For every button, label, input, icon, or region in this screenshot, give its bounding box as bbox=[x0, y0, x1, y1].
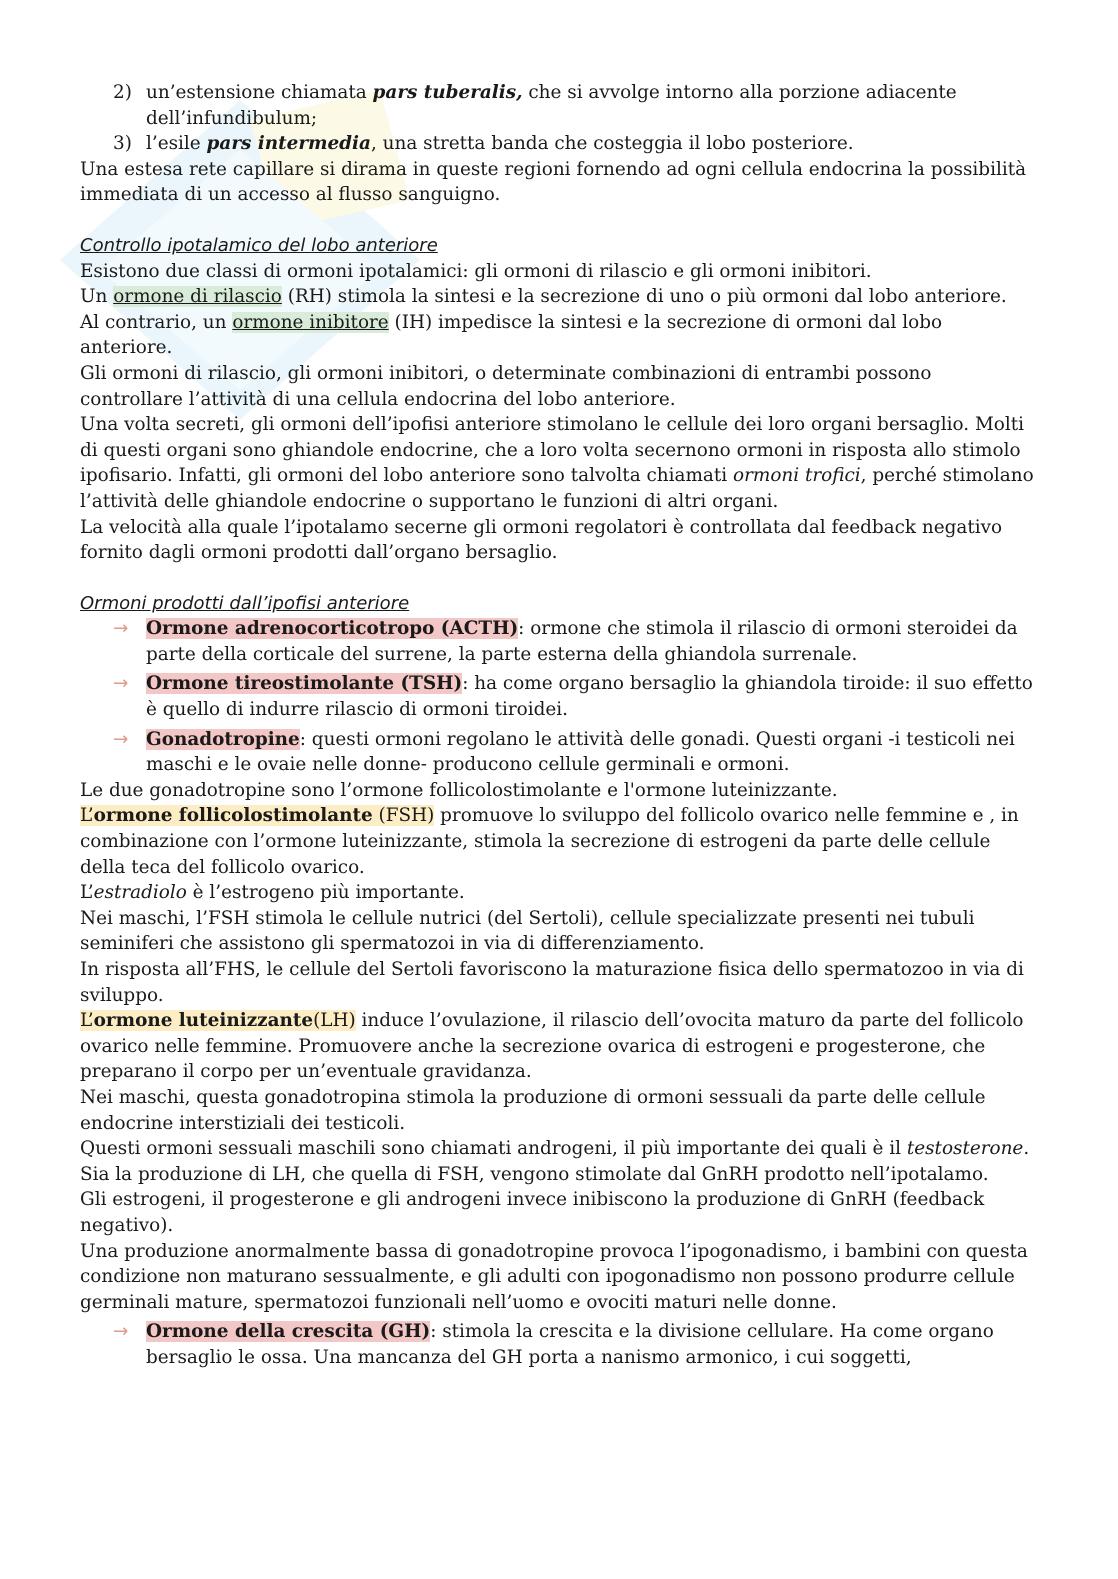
bullet-item: → Ormone adrenocorticotropo (ACTH): ormone che stimola il rilascio di ormoni steroidei da parte della corticale del surrene, la parte esterna della ghiandola surrenale. bbox=[80, 616, 1040, 667]
highlight-term: Ormone adrenocorticotropo (ACTH) bbox=[146, 618, 519, 640]
arrow-icon: → bbox=[113, 728, 129, 750]
paragraph: Una produzione anormalmente bassa di gonadotropine provoca l’ipogonadismo, i bambini con questa condizione non maturano sessualmente, e gli adulti con ipogonadismo non possono produrre cellule germinali mature, spermatozoi funzionali nell’uomo e ovociti maturi nelle donne. bbox=[80, 1240, 1028, 1313]
paragraph: Una estesa rete capillare si dirama in queste regioni fornendo ad ogni cellula endocrina la possibilità immediata di un accesso al flusso sanguigno. bbox=[80, 158, 1027, 206]
document-page bbox=[80, 80, 1040, 1371]
paragraph: La velocità alla quale l’ipotalamo secerne gli ormoni regolatori è controllata dal feedback negativo fornito dagli ormoni prodotti dall’organo bersaglio. bbox=[80, 516, 1003, 564]
section-heading: Controllo ipotalamico del lobo anteriore bbox=[80, 234, 438, 256]
paragraph: Gli ormoni di rilascio, gli ormoni inibitori, o determinate combinazioni di entrambi possono controllare l’attività di una cellula endocrina del lobo anteriore. bbox=[80, 362, 932, 410]
list-item: 2) un’estensione chiamata pars tuberalis, che si avvolge intorno alla porzione adiacente dell’infundibulum; bbox=[80, 80, 1040, 131]
arrow-icon: → bbox=[113, 1321, 129, 1343]
highlight-term: Ormone tireostimolante (TSH) bbox=[146, 673, 463, 695]
arrow-icon: → bbox=[113, 673, 129, 695]
section-heading: Ormoni prodotti dall’ipofisi anteriore bbox=[80, 592, 410, 614]
paragraph: Gli estrogeni, il progesterone e gli androgeni invece inibiscono la produzione di GnRH (feedback negativo). bbox=[80, 1189, 985, 1236]
highlight-term: ormone luteinizzante bbox=[93, 1010, 314, 1032]
bullet-item: → Ormone della crescita (GH): stimola la crescita e la divisione cellulare. Ha come organo bersaglio le ossa. Una mancanza del GH porta a nanismo armonico, i cui soggetti, bbox=[80, 1319, 1040, 1370]
highlight-term: Ormone della crescita (GH) bbox=[146, 1321, 431, 1343]
paragraph: Nei maschi, questa gonadotropina stimola la produzione di ormoni sessuali da parte delle cellule endocrine interstiziali dei testicoli. bbox=[80, 1086, 986, 1134]
paragraph: Sia la produzione di LH, che quella di FSH, vengono stimolate dal GnRH prodotto nell’ipotalamo. bbox=[80, 1163, 989, 1185]
highlight-term: ormone di rilascio bbox=[113, 286, 282, 308]
paragraph: Le due gonadotropine sono l’ormone follicolostimolante e l'ormone luteinizzante. bbox=[80, 779, 838, 801]
paragraph: Una volta secreti, gli ormoni dell’ipofisi anteriore stimolano le cellule dei loro organi bersaglio. Molti di questi organi sono ghiandole endocrine, che a loro volta secernono ormoni in risposta allo stimolo ipofisario. Infatti, gli ormoni del lobo anteriore sono talvolta chiamati ormoni trofici, perché stimolano l’attività delle ghiandole endocrine o supportano le funzioni di altri organi. bbox=[80, 414, 1034, 512]
highlight-term: Gonadotropine bbox=[146, 728, 300, 750]
list-item: 3) l’esile pars intermedia, una stretta banda che costeggia il lobo posteriore. bbox=[80, 131, 1040, 157]
bullet-item: → Ormone tireostimolante (TSH): ha come organo bersaglio la ghiandola tiroide: il suo effetto è quello di indurre rilascio di ormoni tiroidei. bbox=[80, 671, 1040, 722]
paragraph: L’ormone luteinizzante(LH) induce l’ovulazione, il rilascio dell’ovocita maturo da parte del follicolo ovarico nelle femmine. Promuovere anche la secrezione ovarica di estrogeni e progesterone, che preparano il corpo per un’eventuale gravidanza. bbox=[80, 1010, 1024, 1083]
bullet-item: → Gonadotropine: questi ormoni regolano le attività delle gonadi. Questi organi -i testicoli nei maschi e le ovaie nelle donne- producono cellule germinali e ormoni. bbox=[80, 727, 1040, 778]
paragraph: Esistono due classi di ormoni ipotalamici: gli ormoni di rilascio e gli ormoni inibitori. bbox=[80, 260, 872, 282]
paragraph: L’estradiolo è l’estrogeno più importante. bbox=[80, 882, 465, 904]
highlight-term: ormone follicolostimolante bbox=[93, 805, 373, 827]
paragraph: L’ormone follicolostimolante (FSH) promuove lo sviluppo del follicolo ovarico nelle femmine e , in combinazione con l’ormone luteinizzante, stimola la secrezione di estrogeni da parte delle cellule della teca del follicolo ovarico. bbox=[80, 805, 1019, 878]
list-number: 2) bbox=[113, 82, 132, 103]
paragraph: Un ormone di rilascio (RH) stimola la sintesi e la secrezione di uno o più ormoni dal lobo anteriore. bbox=[80, 286, 1007, 308]
paragraph: Questi ormoni sessuali maschili sono chiamati androgeni, il più importante dei quali è il testosterone. bbox=[80, 1138, 1030, 1160]
arrow-icon: → bbox=[113, 618, 129, 640]
list-number: 3) bbox=[113, 133, 132, 155]
paragraph: Al contrario, un ormone inibitore (IH) impedisce la sintesi e la secrezione di ormoni dal lobo anteriore. bbox=[80, 311, 943, 359]
paragraph: In risposta all’FHS, le cellule del Sertoli favoriscono la maturazione fisica dello spermatozoo in via di sviluppo. bbox=[80, 959, 1024, 1006]
paragraph: Nei maschi, l’FSH stimola le cellule nutrici (del Sertoli), cellule specializzate presenti nei tubuli seminiferi che assistono gli spermatozoi in via di differenziamento. bbox=[80, 907, 975, 955]
highlight-term: ormone inibitore bbox=[232, 311, 389, 333]
